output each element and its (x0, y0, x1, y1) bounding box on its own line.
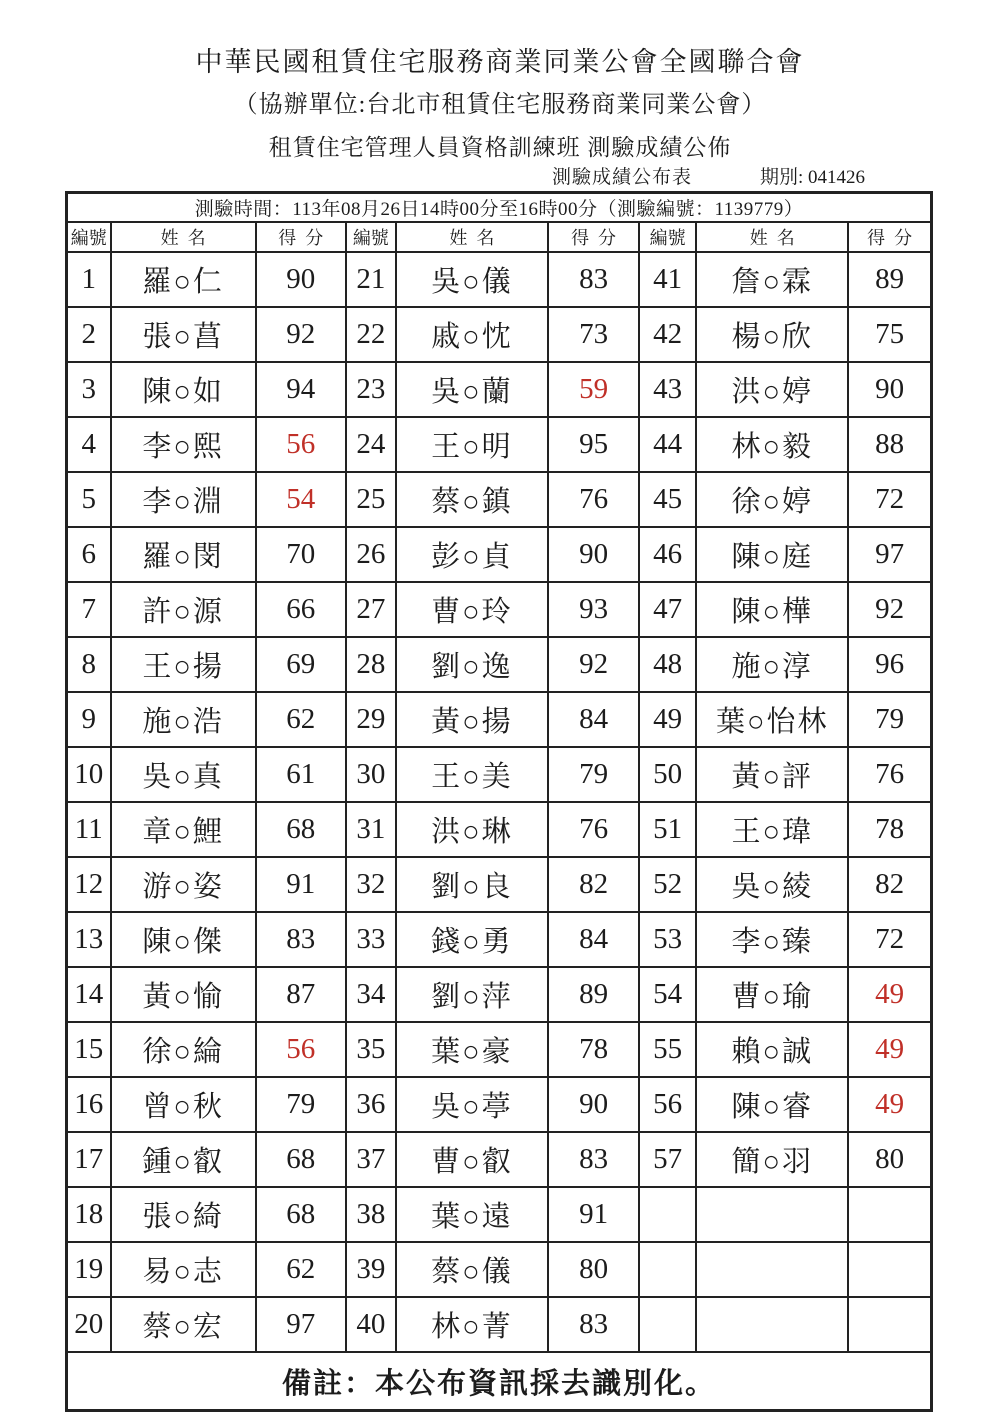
entry-number-cell: 11 (67, 802, 111, 857)
score-row (67, 307, 932, 362)
score-cell: 68 (256, 1132, 346, 1187)
score-row (67, 912, 932, 967)
examinee-name-cell: 徐○婷 (696, 472, 848, 527)
entry-number-cell: 26 (346, 527, 396, 582)
score-cell: 54 (256, 472, 346, 527)
course-title: 租賃住宅管理人員資格訓練班 測驗成績公佈 (268, 135, 732, 160)
score-row (67, 1077, 932, 1132)
entry-number-cell: 54 (639, 967, 696, 1022)
score-row (67, 1242, 932, 1297)
examinee-name-cell: 陳○庭 (696, 527, 848, 582)
examinee-name-cell: 吳○真 (111, 747, 256, 802)
score-cell: 89 (848, 252, 931, 307)
score-cell: 79 (848, 692, 931, 747)
score-row (67, 637, 932, 692)
entry-number-cell (639, 1187, 696, 1242)
examinee-name-cell: 吳○綾 (696, 857, 848, 912)
score-cell: 89 (548, 967, 639, 1022)
entry-number-cell: 53 (639, 912, 696, 967)
entry-number-cell: 44 (639, 417, 696, 472)
score-cell: 68 (256, 1187, 346, 1242)
score-row (67, 747, 932, 802)
entry-number-cell: 14 (67, 967, 111, 1022)
page-header (0, 0, 1000, 161)
examinee-name-cell: 施○淳 (696, 637, 848, 692)
col-header-number: 編號 (346, 222, 396, 252)
score-cell: 97 (848, 527, 931, 582)
examinee-name-cell: 彭○貞 (396, 527, 548, 582)
score-cell: 79 (548, 747, 639, 802)
examinee-name-cell: 劉○萍 (396, 967, 548, 1022)
score-cell: 76 (548, 802, 639, 857)
footer-row (67, 1352, 932, 1411)
entry-number-cell: 55 (639, 1022, 696, 1077)
score-cell: 56 (256, 417, 346, 472)
entry-number-cell: 3 (67, 362, 111, 417)
examinee-name-cell: 黃○愉 (111, 967, 256, 1022)
score-cell: 87 (256, 967, 346, 1022)
col-header-score: 得分 (548, 222, 639, 252)
examinee-name-cell: 詹○霖 (696, 252, 848, 307)
examinee-name-cell: 葉○豪 (396, 1022, 548, 1077)
examinee-name-cell: 林○毅 (696, 417, 848, 472)
entry-number-cell: 30 (346, 747, 396, 802)
entry-number-cell: 32 (346, 857, 396, 912)
entry-number-cell: 22 (346, 307, 396, 362)
entry-number-cell: 6 (67, 527, 111, 582)
examinee-name-cell: 王○揚 (111, 637, 256, 692)
entry-number-cell: 19 (67, 1242, 111, 1297)
examinee-name-cell: 吳○蘭 (396, 362, 548, 417)
entry-number-cell: 29 (346, 692, 396, 747)
score-row (67, 1297, 932, 1352)
examinee-name-cell: 李○淵 (111, 472, 256, 527)
examinee-name-cell: 葉○怡林 (696, 692, 848, 747)
score-cell: 82 (848, 857, 931, 912)
entry-number-cell: 25 (346, 472, 396, 527)
examinee-name-cell: 吳○葶 (396, 1077, 548, 1132)
examinee-name-cell: 曹○玲 (396, 582, 548, 637)
entry-number-cell: 43 (639, 362, 696, 417)
score-cell: 92 (848, 582, 931, 637)
score-row (67, 1187, 932, 1242)
score-cell: 93 (548, 582, 639, 637)
examinee-name-cell: 施○浩 (111, 692, 256, 747)
entry-number-cell: 50 (639, 747, 696, 802)
examinee-name-cell: 蔡○鎮 (396, 472, 548, 527)
entry-number-cell: 12 (67, 857, 111, 912)
score-cell: 84 (548, 692, 639, 747)
co-organizer-subtitle: （協辦單位:台北市租賃住宅服務商業同業公會） (233, 92, 767, 118)
examinee-name-cell: 易○志 (111, 1242, 256, 1297)
examinee-name-cell: 葉○遠 (396, 1187, 548, 1242)
score-cell: 90 (256, 252, 346, 307)
entry-number-cell: 48 (639, 637, 696, 692)
entry-number-cell: 46 (639, 527, 696, 582)
score-row (67, 692, 932, 747)
examinee-name-cell (696, 1187, 848, 1242)
score-cell: 59 (548, 362, 639, 417)
col-header-name: 姓名 (111, 222, 256, 252)
entry-number-cell: 4 (67, 417, 111, 472)
entry-number-cell: 40 (346, 1297, 396, 1352)
entry-number-cell: 42 (639, 307, 696, 362)
examinee-name-cell: 張○綺 (111, 1187, 256, 1242)
entry-number-cell (639, 1297, 696, 1352)
col-header-name: 姓名 (396, 222, 548, 252)
score-cell: 83 (256, 912, 346, 967)
score-cell: 92 (256, 307, 346, 362)
examinee-name-cell: 王○瑋 (696, 802, 848, 857)
score-cell: 84 (548, 912, 639, 967)
examinee-name-cell: 曹○叡 (396, 1132, 548, 1187)
footer-note: 備註：本公布資訊採去識別化。 (67, 1352, 932, 1411)
examinee-name-cell: 賴○誠 (696, 1022, 848, 1077)
score-cell: 88 (848, 417, 931, 472)
score-cell: 83 (548, 1132, 639, 1187)
score-cell: 62 (256, 692, 346, 747)
score-cell: 80 (548, 1242, 639, 1297)
score-row (67, 1022, 932, 1077)
col-header-score: 得分 (848, 222, 931, 252)
table-caption: 測驗成績公布表 (552, 167, 693, 188)
score-cell: 76 (848, 747, 931, 802)
entry-number-cell: 33 (346, 912, 396, 967)
period-label: 期別: 041426 (760, 167, 866, 188)
score-cell: 95 (548, 417, 639, 472)
examinee-name-cell: 洪○琳 (396, 802, 548, 857)
entry-number-cell: 41 (639, 252, 696, 307)
entry-number-cell: 34 (346, 967, 396, 1022)
score-cell: 90 (548, 1077, 639, 1132)
entry-number-cell: 1 (67, 252, 111, 307)
score-cell: 70 (256, 527, 346, 582)
score-table (65, 191, 933, 1412)
examinee-name-cell: 蔡○儀 (396, 1242, 548, 1297)
examinee-name-cell: 王○美 (396, 747, 548, 802)
examinee-name-cell (696, 1242, 848, 1297)
score-cell: 78 (848, 802, 931, 857)
entry-number-cell: 7 (67, 582, 111, 637)
score-cell: 83 (548, 252, 639, 307)
entry-number-cell: 31 (346, 802, 396, 857)
examinee-name-cell: 蔡○宏 (111, 1297, 256, 1352)
examinee-name-cell: 陳○如 (111, 362, 256, 417)
score-cell: 78 (548, 1022, 639, 1077)
examinee-name-cell: 洪○婷 (696, 362, 848, 417)
col-header-number: 編號 (639, 222, 696, 252)
score-cell: 75 (848, 307, 931, 362)
entry-number-cell: 36 (346, 1077, 396, 1132)
score-cell: 82 (548, 857, 639, 912)
examinee-name-cell: 楊○欣 (696, 307, 848, 362)
score-cell: 61 (256, 747, 346, 802)
score-cell: 49 (848, 967, 931, 1022)
examinee-name-cell: 林○菁 (396, 1297, 548, 1352)
entry-number-cell: 8 (67, 637, 111, 692)
entry-number-cell: 39 (346, 1242, 396, 1297)
score-row (67, 582, 932, 637)
score-cell: 62 (256, 1242, 346, 1297)
entry-number-cell: 5 (67, 472, 111, 527)
entry-number-cell: 38 (346, 1187, 396, 1242)
entry-number-cell: 28 (346, 637, 396, 692)
federation-title: 中華民國租賃住宅服務商業同業公會全國聯合會 (195, 47, 805, 77)
exam-time-row (67, 193, 932, 223)
examinee-name-cell: 陳○傑 (111, 912, 256, 967)
examinee-name-cell: 戚○忱 (396, 307, 548, 362)
score-cell: 92 (548, 637, 639, 692)
examinee-name-cell: 李○熙 (111, 417, 256, 472)
score-cell: 94 (256, 362, 346, 417)
score-cell: 49 (848, 1022, 931, 1077)
score-cell: 91 (548, 1187, 639, 1242)
entry-number-cell: 37 (346, 1132, 396, 1187)
entry-number-cell: 35 (346, 1022, 396, 1077)
col-header-name: 姓名 (696, 222, 848, 252)
score-row (67, 857, 932, 912)
score-cell: 90 (548, 527, 639, 582)
examinee-name-cell: 許○源 (111, 582, 256, 637)
entry-number-cell: 51 (639, 802, 696, 857)
examinee-name-cell: 簡○羽 (696, 1132, 848, 1187)
entry-number-cell: 24 (346, 417, 396, 472)
score-cell: 90 (848, 362, 931, 417)
entry-number-cell: 47 (639, 582, 696, 637)
score-cell: 69 (256, 637, 346, 692)
score-row (67, 527, 932, 582)
examinee-name-cell: 錢○勇 (396, 912, 548, 967)
score-cell: 56 (256, 1022, 346, 1077)
score-cell: 79 (256, 1077, 346, 1132)
examinee-name-cell (696, 1297, 848, 1352)
examinee-name-cell: 黃○揚 (396, 692, 548, 747)
examinee-name-cell: 鍾○叡 (111, 1132, 256, 1187)
entry-number-cell: 45 (639, 472, 696, 527)
score-row (67, 802, 932, 857)
entry-number-cell: 9 (67, 692, 111, 747)
score-cell (848, 1187, 931, 1242)
examinee-name-cell: 陳○樺 (696, 582, 848, 637)
examinee-name-cell: 陳○睿 (696, 1077, 848, 1132)
entry-number-cell: 17 (67, 1132, 111, 1187)
exam-time-cell: 測驗時間：113年08月26日14時00分至16時00分（測驗編號：1139779） (67, 193, 932, 223)
examinee-name-cell: 曾○秋 (111, 1077, 256, 1132)
entry-number-cell: 13 (67, 912, 111, 967)
entry-number-cell: 56 (639, 1077, 696, 1132)
examinee-name-cell: 游○姿 (111, 857, 256, 912)
score-cell (848, 1297, 931, 1352)
column-header-row (67, 222, 932, 252)
examinee-name-cell: 劉○良 (396, 857, 548, 912)
entry-number-cell: 27 (346, 582, 396, 637)
table-caption-row (66, 165, 930, 189)
entry-number-cell: 52 (639, 857, 696, 912)
entry-number-cell: 20 (67, 1297, 111, 1352)
score-row (67, 472, 932, 527)
score-cell: 72 (848, 912, 931, 967)
examinee-name-cell: 章○鯉 (111, 802, 256, 857)
entry-number-cell: 57 (639, 1132, 696, 1187)
entry-number-cell: 16 (67, 1077, 111, 1132)
score-cell: 96 (848, 637, 931, 692)
entry-number-cell: 2 (67, 307, 111, 362)
score-cell: 49 (848, 1077, 931, 1132)
entry-number-cell: 18 (67, 1187, 111, 1242)
score-row (67, 252, 932, 307)
examinee-name-cell: 張○菖 (111, 307, 256, 362)
score-cell: 97 (256, 1297, 346, 1352)
score-row (67, 967, 932, 1022)
score-cell: 80 (848, 1132, 931, 1187)
entry-number-cell: 10 (67, 747, 111, 802)
score-row (67, 362, 932, 417)
score-cell: 76 (548, 472, 639, 527)
examinee-name-cell: 徐○綸 (111, 1022, 256, 1077)
score-cell: 83 (548, 1297, 639, 1352)
entry-number-cell: 23 (346, 362, 396, 417)
score-cell: 73 (548, 307, 639, 362)
examinee-name-cell: 李○臻 (696, 912, 848, 967)
examinee-name-cell: 劉○逸 (396, 637, 548, 692)
col-header-score: 得分 (256, 222, 346, 252)
entry-number-cell: 49 (639, 692, 696, 747)
examinee-name-cell: 羅○仁 (111, 252, 256, 307)
examinee-name-cell: 黃○評 (696, 747, 848, 802)
examinee-name-cell: 曹○瑜 (696, 967, 848, 1022)
entry-number-cell: 15 (67, 1022, 111, 1077)
examinee-name-cell: 吳○儀 (396, 252, 548, 307)
score-cell: 68 (256, 802, 346, 857)
score-row (67, 417, 932, 472)
examinee-name-cell: 王○明 (396, 417, 548, 472)
score-cell (848, 1242, 931, 1297)
score-cell: 72 (848, 472, 931, 527)
score-cell: 91 (256, 857, 346, 912)
col-header-number: 編號 (67, 222, 111, 252)
entry-number-cell (639, 1242, 696, 1297)
score-cell: 66 (256, 582, 346, 637)
examinee-name-cell: 羅○閔 (111, 527, 256, 582)
entry-number-cell: 21 (346, 252, 396, 307)
score-row (67, 1132, 932, 1187)
